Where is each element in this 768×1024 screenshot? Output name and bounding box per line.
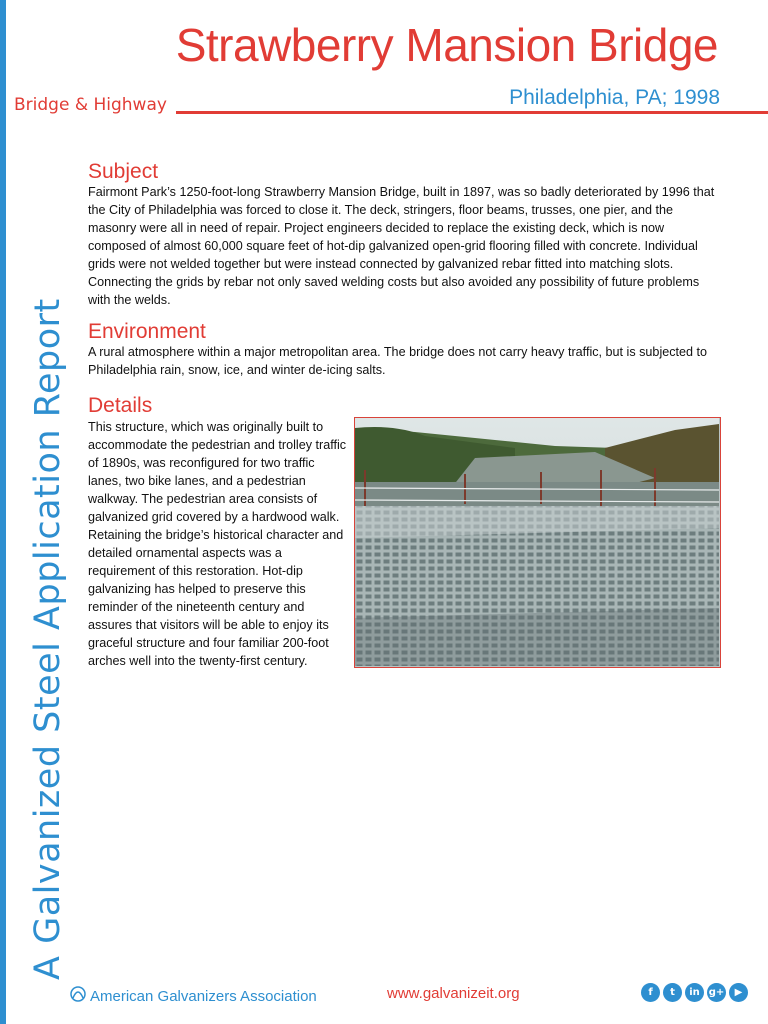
title-divider bbox=[176, 111, 768, 114]
environment-heading: Environment bbox=[88, 320, 206, 343]
bridge-deck-photo bbox=[354, 417, 721, 668]
organization-name: American Galvanizers Association bbox=[90, 988, 317, 1005]
subject-heading: Subject bbox=[88, 160, 159, 183]
details-text: This structure, which was originally built to accommodate the pedestrian and trolley traffic of 1890s, was reconfigured for two traffic lanes, two bike lanes, and a pedestrian walkway. The pedestrian area consists of galvanized grid covered by a hardwood walk. Retaining the bridge’s historical character and detailed ornamental aspects was a requirement of this restoration. Hot-dip galvanizing has helped to preserve this reminder of the nineteenth century and assures that visitors will be able to enjoy its graceful structure and four familiar 200-foot arches well into the twenty-first century. bbox=[88, 420, 347, 668]
twitter-icon[interactable]: t bbox=[663, 983, 682, 1002]
report-series-title: A Galvanized Steel Application Report bbox=[28, 298, 68, 980]
environment-text: A rural atmosphere within a major metropolitan area. The bridge does not carry heavy traffic, but is subjected to Philadelphia rain, snow, ice, and winter de-icing salts. bbox=[88, 345, 708, 377]
youtube-icon[interactable]: ▶ bbox=[729, 983, 748, 1002]
location-year: Philadelphia, PA; 1998 bbox=[509, 86, 720, 109]
googleplus-icon[interactable]: g+ bbox=[707, 983, 726, 1002]
left-accent-bar bbox=[0, 0, 6, 1024]
category-label: Bridge & Highway bbox=[14, 95, 167, 115]
facebook-icon[interactable]: f bbox=[641, 983, 660, 1002]
linkedin-icon[interactable]: in bbox=[685, 983, 704, 1002]
aga-emblem-icon bbox=[68, 984, 88, 1009]
details-heading: Details bbox=[88, 394, 153, 417]
subject-text: Fairmont Park’s 1250-foot-long Strawberry Mansion Bridge, built in 1897, was so badly deteriorated by 1996 that the City of Philadelphia was forced to close it. The deck, stringers, floor beams, trusses, one pier, and the masonry were all in need of repair. Project engineers decided to replace the existing deck, which is now composed of almost 60,000 square feet of hot-dip galvanized open-grid flooring filled with concrete. Individual grids were not welded together but were instead connected by galvanized rebar fitted into matching slots. Connecting the grids by rebar not only saved welding costs but also avoided any possibility of future problems with the welds. bbox=[88, 185, 715, 307]
social-links bbox=[641, 983, 748, 1002]
website-link[interactable]: www.galvanizeit.org bbox=[387, 985, 520, 1002]
aga-logo[interactable] bbox=[68, 984, 317, 1009]
page-title: Strawberry Mansion Bridge bbox=[175, 19, 718, 71]
